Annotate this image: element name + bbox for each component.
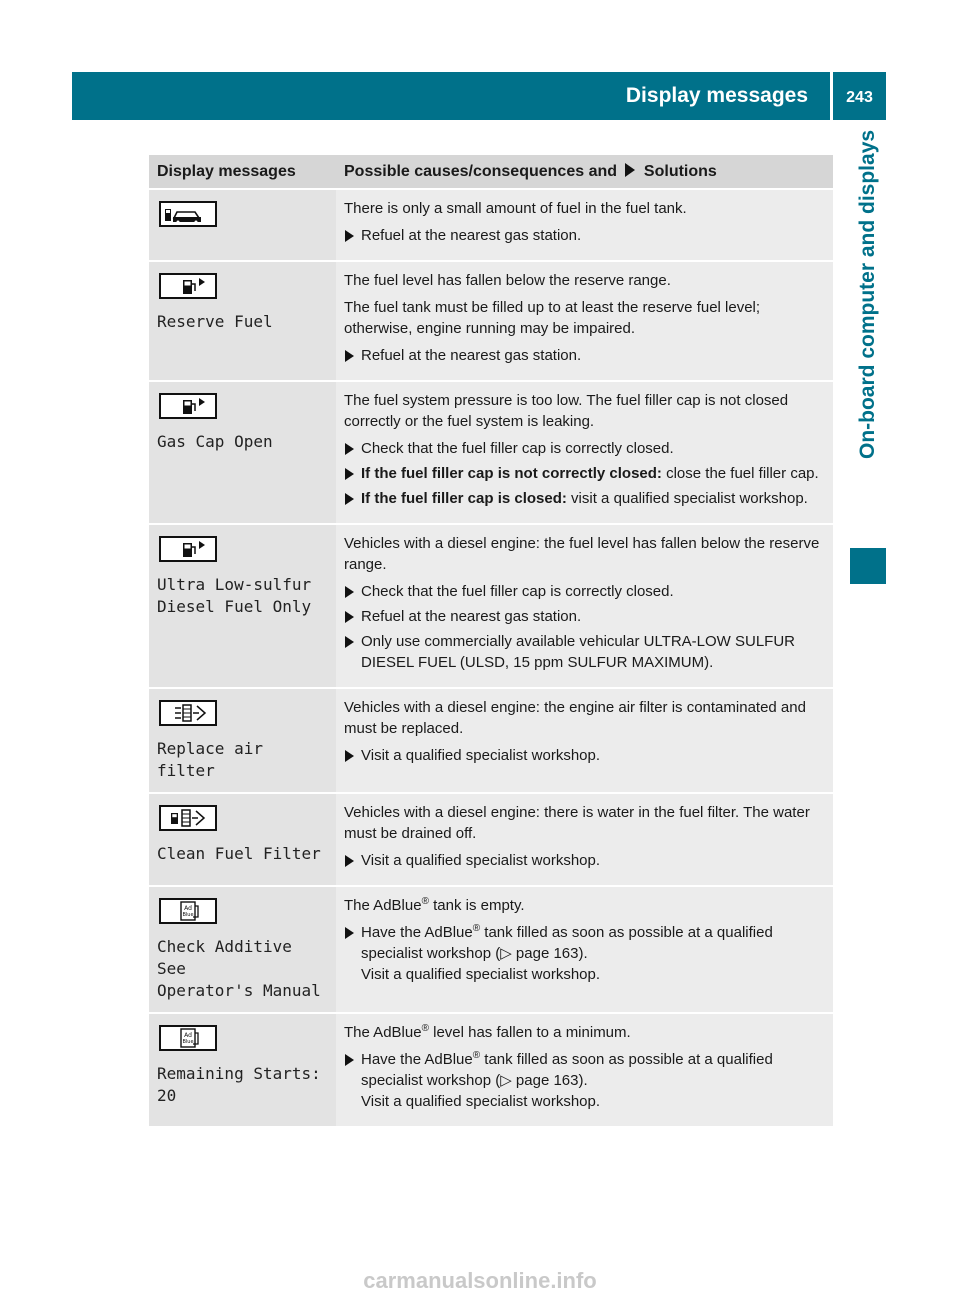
- solution-text: Refuel at the nearest gas station.: [361, 347, 582, 364]
- cause-text: Vehicles with a diesel engine: the fuel level has fallen below the reserve range.: [344, 535, 820, 573]
- table-row: [149, 793, 833, 886]
- solution-step: [344, 463, 825, 484]
- causes-solutions-cell: [336, 524, 833, 688]
- col-header-causes: [336, 155, 833, 189]
- display-message-text: Clean Fuel Filter: [157, 844, 321, 863]
- solution-text: Check that the fuel filler cap is correctly closed.: [361, 583, 674, 600]
- causes-solutions-cell: [336, 381, 833, 524]
- fuel-pump-icon: [159, 273, 217, 299]
- svg-text:Blue: Blue: [182, 1039, 194, 1045]
- cause-text: The AdBlue® level has fallen to a minimum.: [344, 1023, 631, 1041]
- causes-solutions-cell: [336, 189, 833, 261]
- cause-text: The fuel system pressure is too low. The fuel filler cap is not closed correctly or the fuel system is leaking.: [344, 392, 789, 430]
- display-message-text: Gas Cap Open: [157, 432, 273, 451]
- air-filter-icon: [159, 700, 217, 726]
- svg-text:Ad: Ad: [184, 1032, 192, 1039]
- solution-step: [344, 745, 825, 766]
- cause-text: The AdBlue® tank is empty.: [344, 896, 525, 914]
- display-message-cell: [149, 886, 336, 1013]
- cause-text: Vehicles with a diesel engine: the engine air filter is contaminated and must be replaced.: [344, 699, 806, 737]
- fuel-car-icon: [159, 201, 217, 227]
- causes-solutions-cell: [336, 688, 833, 793]
- table-row: [149, 189, 833, 261]
- cause-text: There is only a small amount of fuel in the fuel tank.: [344, 200, 687, 217]
- solution-text: visit a qualified specialist workshop.: [566, 490, 808, 507]
- watermark: carmanualsonline.info: [363, 1268, 597, 1293]
- solution-step: [344, 606, 825, 627]
- page-title: Display messages: [625, 84, 808, 107]
- display-messages-table: [149, 155, 833, 1126]
- solution-step: [344, 345, 825, 366]
- solution-step: [344, 581, 825, 602]
- display-message-text: Remaining Starts: 20: [157, 1064, 321, 1105]
- section-marker: [850, 548, 886, 584]
- solution-step: Have the AdBlue® tank filled as soon as possible at a qualified specialist workshop (▷ page 163). Visit a qualified specialist workshop.: [344, 1049, 825, 1112]
- display-message-cell: [149, 189, 336, 261]
- solution-step: Have the AdBlue® tank filled as soon as possible at a qualified specialist workshop (▷ page 163). Visit a qualified specialist workshop.: [344, 922, 825, 985]
- solution-step: [344, 225, 825, 246]
- solution-text: Only use commercially available vehicular ULTRA-LOW SULFUR DIESEL FUEL (ULSD, 15 ppm SULFUR MAXIMUM).: [361, 633, 796, 671]
- display-message-cell: [149, 381, 336, 524]
- col-header-messages: Display messages: [149, 155, 336, 189]
- triangle-right-icon: [625, 163, 635, 177]
- display-message-cell: [149, 793, 336, 886]
- table-row: [149, 1013, 833, 1126]
- solution-text: Visit a qualified specialist workshop.: [361, 747, 601, 764]
- solution-step: [344, 488, 825, 509]
- solution-step: [344, 631, 825, 673]
- display-message-text: Check Additive See Operator's Manual: [157, 937, 321, 1000]
- table-row: [149, 688, 833, 793]
- adblue-icon: [159, 898, 217, 924]
- display-message-cell: [149, 688, 336, 793]
- causes-solutions-cell: [336, 261, 833, 381]
- display-message-cell: [149, 524, 336, 688]
- causes-solutions-cell: [336, 1013, 833, 1126]
- solution-step: [344, 438, 825, 459]
- table-row: [149, 261, 833, 381]
- cause-text: Vehicles with a diesel engine: there is water in the fuel filter. The water must be drained off.: [344, 804, 810, 842]
- cause-text: The fuel tank must be filled up to at least the reserve fuel level; otherwise, engine running may be impaired.: [344, 299, 761, 337]
- col-header-solutions-label: Solutions: [643, 163, 717, 180]
- causes-solutions-cell: [336, 793, 833, 886]
- causes-solutions-cell: [336, 886, 833, 1013]
- svg-text:Blue: Blue: [182, 912, 194, 918]
- solution-text: Visit a qualified specialist workshop.: [361, 852, 601, 869]
- solution-step: [344, 850, 825, 871]
- section-tab: On-board computer and displays: [856, 130, 879, 460]
- display-message-cell: [149, 261, 336, 381]
- fuel-pump-icon: [159, 393, 217, 419]
- solution-condition: If the fuel filler cap is not correctly closed:: [361, 465, 662, 482]
- display-message-cell: [149, 1013, 336, 1126]
- solution-condition: If the fuel filler cap is closed:: [361, 490, 567, 507]
- page-number: 243: [846, 89, 873, 106]
- svg-text:Ad: Ad: [184, 905, 192, 912]
- display-message-text: Replace air filter: [157, 739, 263, 780]
- table-row: [149, 524, 833, 688]
- display-message-text: Ultra Low-sulfur Diesel Fuel Only: [157, 575, 312, 616]
- solution-text: Refuel at the nearest gas station.: [361, 227, 582, 244]
- adblue-icon: [159, 1025, 217, 1051]
- table-row: [149, 381, 833, 524]
- table-row: [149, 886, 833, 1013]
- solution-text: Refuel at the nearest gas station.: [361, 608, 582, 625]
- table-header-row: [149, 155, 833, 189]
- fuel-pump-icon: [159, 536, 217, 562]
- cause-text: The fuel level has fallen below the reserve range.: [344, 272, 671, 289]
- solution-text: Check that the fuel filler cap is correctly closed.: [361, 440, 674, 457]
- fuel-filter-icon: [159, 805, 217, 831]
- display-message-text: Reserve Fuel: [157, 312, 273, 331]
- col-header-causes-label: Possible causes/consequences and: [344, 163, 618, 180]
- solution-text: close the fuel filler cap.: [661, 465, 819, 482]
